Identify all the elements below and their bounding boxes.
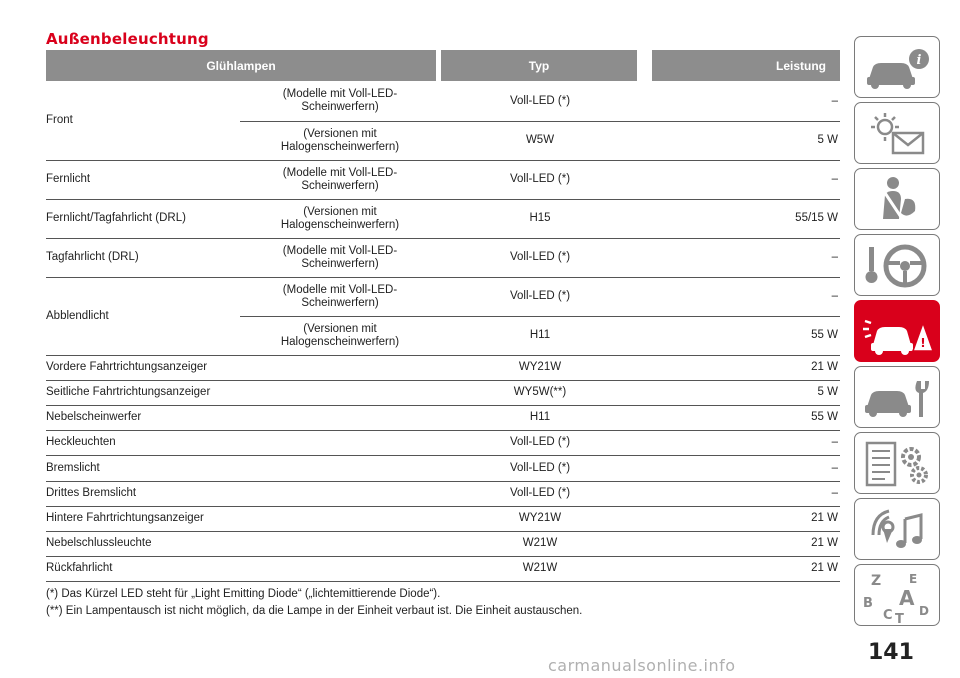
index-letter: C bbox=[883, 608, 893, 623]
seatbelt-airbag-icon bbox=[855, 169, 940, 230]
bulb-name: Rückfahrlicht bbox=[46, 562, 113, 574]
bulb-power: – bbox=[831, 290, 838, 302]
bulb-power: 5 W bbox=[817, 386, 838, 398]
tab-maintenance[interactable] bbox=[854, 366, 940, 428]
bulb-version: (Versionen mit Halogenscheinwerfern) bbox=[280, 322, 400, 348]
bulb-power: 5 W bbox=[817, 134, 838, 146]
index-letter: B bbox=[863, 596, 873, 611]
bulb-type: W21W bbox=[522, 537, 558, 549]
tab-alphabetical-index[interactable] bbox=[854, 564, 940, 626]
footnote-led: (*) Das Kürzel LED steht für „Light Emitting Diode“ („lichtemittierende Diode“). bbox=[46, 588, 441, 600]
bulb-type: H11 bbox=[529, 411, 551, 423]
bulb-type: Voll-LED (*) bbox=[509, 290, 571, 302]
index-letter: T bbox=[895, 612, 904, 626]
index-letter: A bbox=[899, 586, 915, 610]
bulb-version: (Modelle mit Voll-LED- Scheinwerfern) bbox=[282, 283, 398, 309]
tab-multimedia[interactable] bbox=[854, 498, 940, 560]
bulb-type: W5W bbox=[525, 134, 555, 146]
car-info-icon bbox=[855, 37, 940, 98]
svg-text:!: ! bbox=[920, 336, 926, 350]
bulb-power: – bbox=[831, 94, 838, 107]
section-title: Außenbeleuchtung bbox=[46, 30, 209, 48]
column-header-type: Typ bbox=[441, 50, 637, 81]
bulb-name: Nebelscheinwerfer bbox=[46, 411, 142, 423]
bulb-name: Abblendlicht bbox=[46, 309, 109, 322]
index-letter: Z bbox=[871, 573, 882, 589]
bulb-power: – bbox=[831, 436, 838, 448]
tab-emergency[interactable] bbox=[854, 300, 940, 362]
bulb-version: (Modelle mit Voll-LED- Scheinwerfern) bbox=[282, 244, 398, 270]
bulb-power: 21 W bbox=[811, 361, 838, 373]
bulb-power: 21 W bbox=[811, 562, 838, 574]
svg-text:i: i bbox=[916, 53, 922, 68]
bulb-version: (Versionen mit Halogenscheinwerfern) bbox=[280, 127, 400, 153]
bulb-type: W21W bbox=[522, 562, 558, 574]
tab-safety[interactable] bbox=[854, 168, 940, 230]
index-letter: E bbox=[909, 572, 918, 586]
dashboard-lights-icon bbox=[855, 103, 940, 164]
bulb-power: 55 W bbox=[811, 411, 838, 423]
bulb-name: Tagfahrlicht (DRL) bbox=[46, 251, 139, 263]
bulb-name: Heckleuchten bbox=[46, 436, 116, 448]
bulb-name: Drittes Bremslicht bbox=[46, 487, 137, 499]
page-number: 141 bbox=[868, 640, 914, 665]
bulb-type: Voll-LED (*) bbox=[509, 436, 571, 448]
bulb-name: Fernlicht/Tagfahrlicht (DRL) bbox=[46, 212, 186, 224]
car-emergency-icon bbox=[855, 301, 940, 362]
column-header-bulbs: Glühlampen bbox=[46, 50, 436, 81]
bulb-power: – bbox=[831, 461, 838, 474]
bulb-type: WY21W bbox=[518, 361, 562, 373]
bulb-power: 21 W bbox=[811, 537, 838, 549]
bulb-power: 55/15 W bbox=[795, 212, 838, 224]
bulb-type: Voll-LED (*) bbox=[509, 487, 571, 499]
bulb-name: Front bbox=[46, 114, 73, 126]
technical-data-icon bbox=[855, 433, 940, 494]
bulb-type: H15 bbox=[529, 212, 551, 224]
index-letter: D bbox=[919, 604, 929, 618]
bulb-name: Vordere Fahrtrichtungsanzeiger bbox=[46, 361, 208, 373]
bulb-type: Voll-LED (*) bbox=[509, 94, 571, 107]
bulb-power: – bbox=[831, 487, 838, 499]
row-divider bbox=[46, 581, 840, 582]
bulb-name: Hintere Fahrtrichtungsanzeiger bbox=[46, 512, 204, 524]
bulb-type: H11 bbox=[529, 329, 551, 341]
bulb-name: Nebelschlussleuchte bbox=[46, 537, 152, 549]
bulb-type: WY21W bbox=[518, 512, 562, 524]
bulb-type: WY5W(**) bbox=[513, 386, 567, 398]
column-header-power: Leistung bbox=[652, 50, 840, 81]
bulb-name: Fernlicht bbox=[46, 173, 91, 185]
bulb-version: (Modelle mit Voll-LED- Scheinwerfern) bbox=[282, 88, 398, 113]
alphabetical-index-icon bbox=[855, 565, 940, 626]
bulb-type: Voll-LED (*) bbox=[509, 461, 571, 474]
watermark: carmanualsonline.info bbox=[548, 656, 736, 675]
bulb-version: (Versionen mit Halogenscheinwerfern) bbox=[280, 205, 400, 231]
bulb-type: Voll-LED (*) bbox=[509, 173, 571, 185]
car-maintenance-icon bbox=[855, 367, 940, 428]
bulb-power: 55 W bbox=[811, 329, 838, 341]
bulb-version: (Modelle mit Voll-LED- Scheinwerfern) bbox=[282, 166, 398, 192]
tab-dashboard-lights[interactable] bbox=[854, 102, 940, 164]
bulb-name: Seitliche Fahrtrichtungsanzeiger bbox=[46, 386, 211, 398]
bulb-power: 21 W bbox=[811, 512, 838, 524]
steering-wheel-icon bbox=[855, 235, 940, 296]
bulb-type: Voll-LED (*) bbox=[509, 251, 571, 263]
tab-technical-data[interactable] bbox=[854, 432, 940, 494]
multimedia-icon bbox=[855, 499, 940, 560]
footnote-replacement: (**) Ein Lampentausch ist nicht möglich, da die Lampe in der Einheit verbaut ist. Die Einheit austauschen. bbox=[46, 605, 583, 617]
bulb-power: – bbox=[831, 173, 838, 185]
bulb-name: Bremslicht bbox=[46, 461, 100, 474]
bulb-power: – bbox=[831, 251, 838, 263]
tab-driving[interactable] bbox=[854, 234, 940, 296]
tab-car-info[interactable] bbox=[854, 36, 940, 98]
